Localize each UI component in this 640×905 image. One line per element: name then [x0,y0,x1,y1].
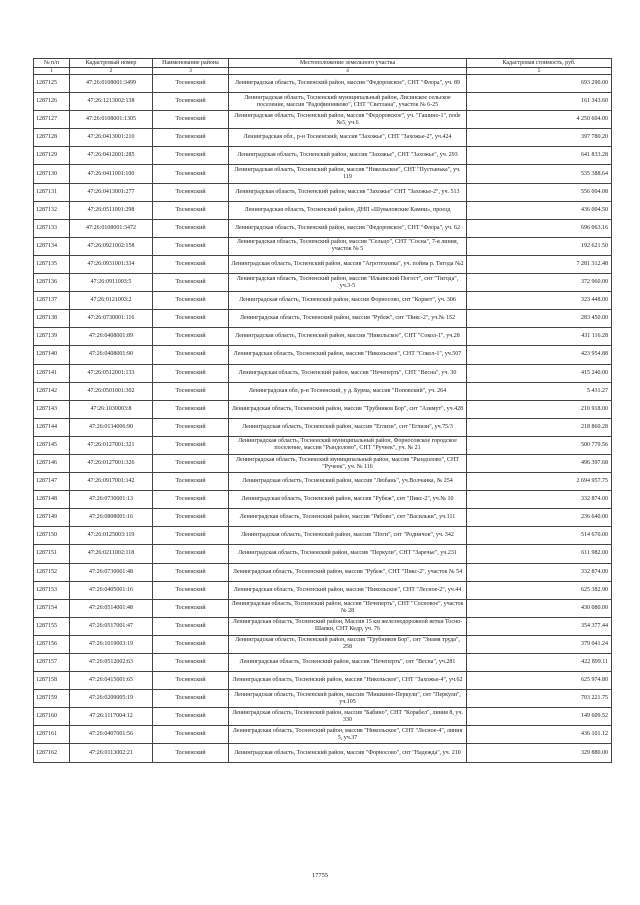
parcel-location: Ленинградская область, Тосненский район, массив "Еглизи", снт "Еглизи", уч.75/3 [229,418,467,436]
header-index: № п/п [34,59,70,68]
table-row [34,111,612,129]
district-name: Тосненский [153,75,229,93]
cadastral-number: 47:26:0405001:16 [70,581,153,599]
district-name: Тосненский [153,292,229,310]
column-number: 5 [467,68,612,75]
district-name: Тосненский [153,563,229,581]
parcel-location: Ленинградская область, Тосненский район, массив "Нечеперть", СНТ "Весна", уч. 30 [229,364,467,382]
cadastral-number: 47:26:0730001:48 [70,563,153,581]
table-row [34,581,612,599]
district-name: Тосненский [153,147,229,165]
row-index: 1287159 [34,690,70,708]
cadastral-value: 329 880.00 [467,744,612,762]
cadastral-number: 47:26:0209005:19 [70,690,153,708]
cadastral-value: 283 450.00 [467,310,612,328]
parcel-location: Ленинградская область, Тосненский район, массив "Агротехника", уч. пойма р. Тигода №2 [229,255,467,273]
row-index: 1287157 [34,654,70,672]
district-name: Тосненский [153,219,229,237]
cadastral-number: 47:26:0808001:16 [70,509,153,527]
row-index: 1287128 [34,129,70,147]
header-location: Местоположение земельного участка [229,59,467,68]
table-row [34,147,612,165]
cadastral-value: 496 397.68 [467,454,612,472]
cadastral-value: 397 780.20 [467,129,612,147]
table-row [34,310,612,328]
row-index: 1287137 [34,292,70,310]
row-index: 1287125 [34,75,70,93]
parcel-location: Ленинградская область, Тосненский район, массив "Форносово", снт "Надежда", уч. 210 [229,744,467,762]
row-index: 1287154 [34,599,70,617]
parcel-location: Ленинградская область, Тосненский район, массив "Нечеперть", снт "Весна", уч.281 [229,654,467,672]
row-index: 1287126 [34,93,70,111]
table-row [34,364,612,382]
cadastral-value: 4 250 604.00 [467,111,612,129]
table-row [34,400,612,418]
row-index: 1287160 [34,708,70,726]
cadastral-value: 422 899.11 [467,654,612,672]
row-index: 1287152 [34,563,70,581]
cadastral-value: 372 960.00 [467,274,612,292]
parcel-location: Ленинградская область, Тосненский район, массив "Никольское", СНТ "Захожье-4", уч.62 [229,672,467,690]
table-row [34,183,612,201]
row-index: 1287131 [34,183,70,201]
cadastral-number: 47:26:0517001:47 [70,617,153,635]
table-row [34,454,612,472]
cadastral-value: 192 621.50 [467,237,612,255]
row-index: 1287162 [34,744,70,762]
column-number: 4 [229,68,467,75]
cadastral-value: 431 116.28 [467,328,612,346]
cadastral-value: 332 874.00 [467,563,612,581]
cadastral-number: 47:26:0125003:119 [70,527,153,545]
row-index: 1287138 [34,310,70,328]
district-name: Тосненский [153,255,229,273]
header-cadastral-value: Кадастровая стоимость, руб. [467,59,612,68]
cadastral-number: 47:26:0108001:3472 [70,219,153,237]
table-row [34,255,612,273]
column-number: 1 [34,68,70,75]
table-row [34,527,612,545]
district-name: Тосненский [153,454,229,472]
parcel-location: Ленинградская область, Тосненский район, массив "Бабино", СНТ "Корабел", линия 8, уч. 330 [229,708,467,726]
row-index: 1287161 [34,726,70,744]
row-index: 1287143 [34,400,70,418]
cadastral-value: 611 982.00 [467,545,612,563]
district-name: Тосненский [153,473,229,491]
row-index: 1287132 [34,201,70,219]
cadastral-number: 47:26:0113002:21 [70,744,153,762]
table-row [34,436,612,454]
row-index: 1287134 [34,237,70,255]
row-index: 1287133 [34,219,70,237]
table-row [34,726,612,744]
parcel-location: Ленинградская область, Тосненский район, массив "Федоровское", уч. "Гашино-1", node №5, уч.6 [229,111,467,129]
cadastral-value: 7 281 312.48 [467,255,612,273]
cadastral-value: 354 377.44 [467,617,612,635]
header-cadastral-number: Кадастровый номер [70,59,153,68]
district-name: Тосненский [153,708,229,726]
table-row [34,382,612,400]
cadastral-number: 47:26:0408001:90 [70,346,153,364]
table-row [34,418,612,436]
cadastral-number: 47:26:0211002:118 [70,545,153,563]
parcel-location: Ленинградская область, Тосненский район, массив "Рябово", снт "Васильки", уч.111 [229,509,467,527]
cadastral-number: 47:26:0511001:298 [70,201,153,219]
district-name: Тосненский [153,581,229,599]
cadastral-value: 149 609.52 [467,708,612,726]
cadastral-value: 415 240.00 [467,364,612,382]
district-name: Тосненский [153,744,229,762]
table-row [34,274,612,292]
table-row [34,708,612,726]
parcel-location: Ленинградская область, Тосненский район, массив "Поги", снт "Родничок", уч. 342 [229,527,467,545]
parcel-location: Ленинградская область, Тосненский муниципальный район, Лисинское сельское поселение, массив "Радофинниково", СНТ "Светлана", участок № 6-25 [229,93,467,111]
row-index: 1287150 [34,527,70,545]
district-name: Тосненский [153,111,229,129]
table-row [34,237,612,255]
parcel-location: Ленинградская область, Тосненский район, массив "Никольское", СНТ "Лесное-2", уч.44 [229,581,467,599]
row-index: 1287135 [34,255,70,273]
cadastral-number: 47:26:0412001:285 [70,147,153,165]
district-name: Тосненский [153,527,229,545]
cadastral-value: 236 640.00 [467,509,612,527]
parcel-location: Ленинградская область, Тосненский район, массив "Перкули", СНТ "Заречье", уч.231 [229,545,467,563]
cadastral-value: 379 041.24 [467,635,612,653]
parcel-location: Ленинградская область, Тосненский район, массив "Рубеж", СНТ "Пикс-2", участок № 54 [229,563,467,581]
cadastral-value: 535 388.64 [467,165,612,183]
cadastral-value: 556 004.08 [467,183,612,201]
table-row [34,599,612,617]
district-name: Тосненский [153,617,229,635]
cadastral-value: 625 382.90 [467,581,612,599]
district-name: Тосненский [153,165,229,183]
cadastral-value: 2 694 957.75 [467,473,612,491]
parcel-location: Ленинградская область, Тосненский муниципальный район, Форносовское городское поселение, массив "Рындолово", СНТ "Ручеек", уч. № 21 [229,436,467,454]
parcel-location: Ленинградская обл., р-н Тосненский, массив "Захожье", СНТ "Захожье-2", уч.424 [229,129,467,147]
parcel-location: Ленинградская область, Тосненский район, массив "Трубников Бор", снт "Азимут", уч.428 [229,400,467,418]
parcel-location: Ленинградская область, Тосненский район, массив "Захожье", СНТ "Захожье", уч. 293 [229,147,467,165]
parcel-location: Ленинградская область, Тосненский район, массив "Нечеперть", СНТ "Сосновое", участок № 28 [229,599,467,617]
cadastral-value: 436 101.12 [467,726,612,744]
district-name: Тосненский [153,418,229,436]
cadastral-value: 703 221.75 [467,690,612,708]
table-row [34,93,612,111]
district-name: Тосненский [153,635,229,653]
row-index: 1287144 [34,418,70,436]
cadastral-number: 47:26:0512002:63 [70,654,153,672]
district-name: Тосненский [153,274,229,292]
cadastral-number: 47:26:0730001:116 [70,310,153,328]
row-index: 1287129 [34,147,70,165]
table-row [34,201,612,219]
cadastral-value: 218 860.28 [467,418,612,436]
table-row [34,545,612,563]
cadastral-number: 47:26:0108001:1305 [70,111,153,129]
header-district: Наименование района [153,59,229,68]
cadastral-value-table [33,58,612,763]
parcel-location: Ленинградская область, Тосненский район, массив "Никольское", СНТ "Сокол-1", уч.28 [229,328,467,346]
row-index: 1287151 [34,545,70,563]
row-index: 1287145 [34,436,70,454]
parcel-location: Ленинградская область, Тосненский район, массив "Рубеж", снт "Пикс-2", уч.№ 10 [229,491,467,509]
cadastral-value: 500 779.56 [467,436,612,454]
parcel-location: Ленинградская область, Тосненский район, массив "Федоровское", СНТ "Флора", уч. 89 [229,75,467,93]
cadastral-number: 47:26:0931001:334 [70,255,153,273]
cadastral-number: 47:26:0413001:210 [70,129,153,147]
district-name: Тосненский [153,346,229,364]
cadastral-number: 47:26:0411001:100 [70,165,153,183]
district-name: Тосненский [153,400,229,418]
district-name: Тосненский [153,129,229,147]
table-row [34,75,612,93]
cadastral-number: 47:26:0127001:321 [70,436,153,454]
table-row [34,346,612,364]
column-number: 2 [70,68,153,75]
district-name: Тосненский [153,654,229,672]
row-index: 1287158 [34,672,70,690]
row-index: 1287136 [34,274,70,292]
cadastral-number: 47:26:0514001:48 [70,599,153,617]
row-index: 1287153 [34,581,70,599]
district-name: Тосненский [153,726,229,744]
cadastral-number: 47:26:0134006:90 [70,418,153,436]
parcel-location: Ленинградская область, Тосненский район, массив "Ильинский Погост", снт "Тигода", уч.3-5 [229,274,467,292]
table-row [34,635,612,653]
table-row [34,219,612,237]
row-index: 1287130 [34,165,70,183]
cadastral-value: 696 063.16 [467,219,612,237]
cadastral-number: 47:26:1019003:19 [70,635,153,653]
row-index: 1287142 [34,382,70,400]
row-index: 1287141 [34,364,70,382]
cadastral-number: 47:26:0415001:65 [70,672,153,690]
table-row [34,473,612,491]
table-row [34,491,612,509]
cadastral-value: 514 670.00 [467,527,612,545]
parcel-location: Ленинградская область, Тосненский район, ДНП «Шуваловские Камни», проезд [229,201,467,219]
cadastral-number: 47:26:1117004:12 [70,708,153,726]
table-row [34,129,612,147]
parcel-location: Ленинградская область, Тосненский район, массив "Никольское", СНТ "Сокол-1", уч.507 [229,346,467,364]
parcel-location: Ленинградская область, Тосненский район, массив "Никольское", СНТ "Пустынька", уч. 119 [229,165,467,183]
parcel-location: Ленинградская область, Тосненский район, массив "Захожье" СНТ "Захожье-2", уч. 513 [229,183,467,201]
table-row [34,292,612,310]
district-name: Тосненский [153,93,229,111]
cadastral-number: 47:26:0127001:326 [70,454,153,472]
cadastral-number: 47:26:0911003:5 [70,274,153,292]
cadastral-value: 423 954.88 [467,346,612,364]
district-name: Тосненский [153,491,229,509]
district-name: Тосненский [153,509,229,527]
cadastral-number: 47:26:1030003:8 [70,400,153,418]
parcel-location: Ленинградская область, Тосненский муниципальный район, массив "Рындолово", СНТ "Ручеек", уч. № 116 [229,454,467,472]
table-row [34,672,612,690]
column-number-row [34,68,612,75]
parcel-location: Ленинградская область, Тосненский район, Массив 15 км железнодорожной ветки Тосно-Шапки, СНТ Кедр, уч. 76 [229,617,467,635]
cadastral-value: 5 431.27 [467,382,612,400]
row-index: 1287156 [34,635,70,653]
district-name: Тосненский [153,237,229,255]
table-row [34,328,612,346]
parcel-location: Ленинградская область, Тосненский район, массив "Любань", уч.Волчанка, № 254 [229,473,467,491]
cadastral-number: 47:26:0407001:56 [70,726,153,744]
cadastral-number: 47:26:0917001:142 [70,473,153,491]
column-number: 3 [153,68,229,75]
cadastral-number: 47:26:1213002:138 [70,93,153,111]
table-row [34,509,612,527]
cadastral-number: 47:26:0921002:158 [70,237,153,255]
row-index: 1287147 [34,473,70,491]
row-index: 1287140 [34,346,70,364]
row-index: 1287127 [34,111,70,129]
district-name: Тосненский [153,183,229,201]
cadastral-table-container [33,58,611,763]
cadastral-value: 693 290.00 [467,75,612,93]
row-index: 1287149 [34,509,70,527]
row-index: 1287139 [34,328,70,346]
district-name: Тосненский [153,382,229,400]
row-index: 1287148 [34,491,70,509]
district-name: Тосненский [153,599,229,617]
cadastral-number: 47:26:0121003:2 [70,292,153,310]
district-name: Тосненский [153,328,229,346]
row-index: 1287155 [34,617,70,635]
table-row [34,654,612,672]
page-number: 17755 [311,872,329,879]
cadastral-number: 47:26:0413001:277 [70,183,153,201]
cadastral-value: 436 004.50 [467,201,612,219]
cadastral-number: 47:26:0408001:89 [70,328,153,346]
table-row [34,563,612,581]
parcel-location: Ленинградская область, Тосненский район, массив "Рубеж", снт "Пикс-2", уч.№ 152 [229,310,467,328]
cadastral-value: 641 833.28 [467,147,612,165]
cadastral-value: 161 343.60 [467,93,612,111]
cadastral-value: 332 874.00 [467,491,612,509]
parcel-location: Ленинградская область, Тосненский район, массив "Никольское", СНТ "Лесное-4", линия 5, уч.37 [229,726,467,744]
parcel-location: Ленинградская обл, р-н Тосненский, у д. Бурма, массив "Поповский", уч. 264 [229,382,467,400]
row-index: 1287146 [34,454,70,472]
parcel-location: Ленинградская область, Тосненский район, массив "Трубников Бор", снт "Знамя труда", 258 [229,635,467,653]
table-row [34,744,612,762]
table-row [34,690,612,708]
parcel-location: Ленинградская область, Тосненский район, массив Форносово, снт "Корвет", уч. 306 [229,292,467,310]
table-row [34,165,612,183]
cadastral-value: 625 974.80 [467,672,612,690]
table-row [34,617,612,635]
district-name: Тосненский [153,690,229,708]
cadastral-value: 210 918.00 [467,400,612,418]
cadastral-number: 47:26:0730001:13 [70,491,153,509]
cadastral-number: 47:26:0501001:302 [70,382,153,400]
district-name: Тосненский [153,436,229,454]
cadastral-number: 47:26:0108001:3499 [70,75,153,93]
cadastral-number: 47:26:0512001:133 [70,364,153,382]
parcel-location: Ленинградская область, Тосненский район, массив "Сельцо", СНТ "Сосна", 7-я линия, участок № 5 [229,237,467,255]
parcel-location: Ленинградская область, Тосненский район, массив "Федоровское", СНТ "Флора", уч. 62 [229,219,467,237]
district-name: Тосненский [153,310,229,328]
district-name: Тосненский [153,364,229,382]
district-name: Тосненский [153,545,229,563]
district-name: Тосненский [153,201,229,219]
cadastral-value: 430 080.00 [467,599,612,617]
cadastral-value: 323 448.00 [467,292,612,310]
table-header-row [34,59,612,68]
parcel-location: Ленинградская область, Тосненский район, массив "Мишкино-Перкули", снт "Перкули", уч.105 [229,690,467,708]
district-name: Тосненский [153,672,229,690]
